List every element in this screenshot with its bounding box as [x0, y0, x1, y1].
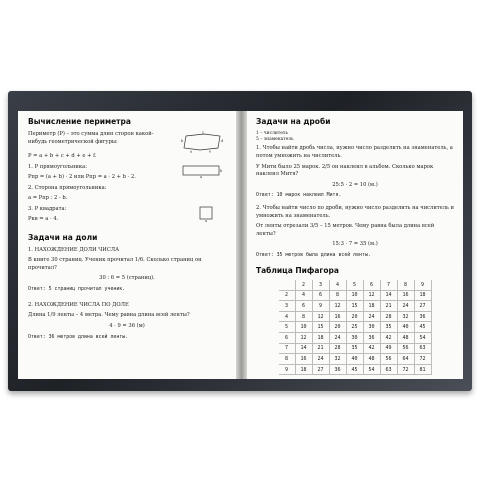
- perimeter-title: Вычисление периметра: [28, 117, 131, 126]
- square-formula: Pкв = a · 4.: [28, 216, 59, 223]
- table-cell: 72: [414, 354, 431, 365]
- table-cell: 3: [279, 301, 296, 312]
- table-cell: 28: [380, 311, 397, 322]
- table-cell: 54: [414, 332, 431, 343]
- table-cell: 48: [397, 332, 414, 343]
- left-page: [18, 111, 236, 379]
- polygon-figure: [180, 131, 226, 153]
- table-cell: 16: [397, 290, 414, 301]
- table-cell: 6: [279, 332, 296, 343]
- table-cell: 18: [312, 332, 329, 343]
- table-cell: 6: [295, 301, 312, 312]
- table-cell: 56: [397, 343, 414, 354]
- perimeter-intro: Периметр (P) – это сумма длин сторон какой-нибудь геометрической фигуры:: [28, 131, 154, 145]
- side-title: 2. Сторона прямоугольника:: [28, 184, 107, 191]
- square-figure: [196, 206, 226, 222]
- table-cell: 8: [329, 290, 346, 301]
- fractions-answer-1: Ответ: 10 марок наклеил Митя.: [256, 192, 342, 199]
- table-cell: 25: [346, 322, 363, 333]
- fractions-solution-1: 25:5 · 2 = 10 (м.): [332, 181, 378, 188]
- fractions-rule-2: 2. Чтобы найти число по дроби, нужно число разделить на числитель и умножить на знаменатель.: [256, 205, 454, 219]
- table-cell: 15: [346, 301, 363, 312]
- table-cell: 16: [329, 311, 346, 322]
- svg-text:e: e: [209, 149, 212, 153]
- table-cell: 24: [312, 354, 329, 365]
- table-cell: 24: [329, 332, 346, 343]
- table-cell: 20: [329, 322, 346, 333]
- share-answer-2: Ответ: 36 метров длина всей ленты.: [28, 333, 129, 340]
- table-cell: 49: [380, 343, 397, 354]
- table-cell: 40: [346, 354, 363, 365]
- table-cell: 24: [363, 311, 380, 322]
- table-cell: 4: [295, 290, 312, 301]
- table-cell: 21: [380, 301, 397, 312]
- share-task-1: В книге 30 страниц. Ученик прочитал 1/6. Сколько страниц он прочитал?: [28, 257, 202, 271]
- svg-text:a: a: [200, 174, 203, 178]
- table-cell: 5: [346, 280, 363, 290]
- table-cell: 12: [329, 301, 346, 312]
- fractions-rule-1: 1. Чтобы найти дробь числа, нужно число разделить на знаменатель, а потом умножить на числитель.: [256, 145, 453, 159]
- pythagoras-title: Таблица Пифагора: [256, 265, 339, 275]
- table-cell: 40: [397, 322, 414, 333]
- table-cell: 6: [363, 280, 380, 290]
- svg-text:a: a: [205, 218, 208, 222]
- share-solution-1: 30 : 6 = 5 (страниц).: [99, 275, 155, 282]
- share-heading-2: 2. НАХОЖДЕНИЕ ЧИСЛА ПО ДОЛЕ: [28, 301, 129, 308]
- table-cell: 32: [397, 311, 414, 322]
- svg-text:c: c: [202, 131, 204, 135]
- table-cell: 16: [295, 354, 312, 365]
- table-cell: 8: [295, 311, 312, 322]
- svg-text:a: a: [190, 149, 193, 153]
- table-row: [279, 343, 432, 354]
- share-title: Задачи на доли: [28, 232, 98, 242]
- table-cell: 56: [380, 354, 397, 365]
- side-formula: a = Pпр : 2 - b.: [28, 195, 68, 202]
- table-cell: 7: [279, 343, 296, 354]
- table-cell: 18: [414, 290, 431, 301]
- table-cell: 42: [380, 332, 397, 343]
- fractions-task-2: От ленты отрезали 3/5 – 15 метров. Чему равна была длина всей ленты?: [256, 223, 435, 237]
- table-cell: 18: [295, 364, 312, 375]
- fractions-task-1: У Мити было 25 марок. 2/5 он наклеил в альбом. Сколько марок наклеил Митя?: [256, 163, 434, 178]
- table-cell: 14: [380, 290, 397, 301]
- table-cell: 48: [363, 354, 380, 365]
- table-cell: 7: [380, 280, 397, 290]
- svg-text:b: b: [220, 168, 223, 173]
- book-spine: [236, 111, 247, 379]
- table-cell: 63: [380, 364, 397, 375]
- svg-text:d: d: [221, 139, 224, 143]
- table-cell: 27: [414, 301, 431, 312]
- table-cell: 36: [329, 364, 346, 375]
- table-cell: 32: [329, 354, 346, 365]
- rect-formula: Pпр = (a + b) · 2 или Pпр = a · 2 + b · 2.: [28, 174, 136, 181]
- share-solution-2: 4 · 9 = 36 (м): [109, 323, 145, 330]
- table-cell: 2: [279, 290, 296, 301]
- fractions-answer-2: Ответ: 35 метров была длина всей ленты.: [256, 251, 371, 258]
- share-task-2: Длина 1/9 ленты – 4 метра. Чему равна длина всей ленты?: [28, 312, 190, 319]
- denominator-note: 5 – знаменатель: [256, 136, 294, 142]
- table-cell: 81: [414, 364, 431, 375]
- numerator-note: 1 – числитель: [256, 131, 288, 136]
- fractions-solution-2: 15:3 · 7 = 35 (м.): [332, 241, 378, 248]
- table-row: [279, 280, 432, 290]
- table-row: [279, 301, 432, 312]
- perimeter-formula: P = a + b + c + d + e + f.: [28, 153, 97, 159]
- table-cell: 64: [397, 354, 414, 365]
- table-cell: 3: [312, 280, 329, 290]
- table-cell: 8: [279, 354, 296, 365]
- table-cell: 6: [312, 290, 329, 301]
- table-cell: 28: [329, 343, 346, 354]
- table-row: [279, 364, 432, 375]
- table-cell: 9: [279, 364, 296, 375]
- fractions-title: Задачи на дроби: [256, 117, 331, 126]
- table-cell: 5: [279, 322, 296, 333]
- table-cell: 36: [414, 311, 431, 322]
- square-row: [28, 206, 226, 227]
- table-cell: 20: [346, 311, 363, 322]
- table-row: [279, 354, 432, 365]
- table-cell: 27: [312, 364, 329, 375]
- table-cell: 35: [380, 322, 397, 333]
- table-cell: 24: [397, 301, 414, 312]
- table-cell: 8: [397, 280, 414, 290]
- table-cell: 18: [363, 301, 380, 312]
- table-cell: 4: [329, 280, 346, 290]
- table-cell: 12: [295, 332, 312, 343]
- rect-row: [28, 164, 226, 185]
- table-cell: 42: [363, 343, 380, 354]
- table-cell: 9: [414, 280, 431, 290]
- svg-text:b: b: [181, 139, 184, 143]
- right-page: [247, 111, 463, 379]
- share-heading-1: 1. НАХОЖДЕНИЕ ДОЛИ ЧИСЛА: [28, 246, 120, 253]
- table-cell: 21: [312, 343, 329, 354]
- table-cell: 72: [397, 364, 414, 375]
- table-row: [279, 322, 432, 333]
- square-title: 3. P квадрата:: [28, 205, 67, 212]
- share-answer-1: Ответ: 5 страниц прочитал ученик.: [28, 285, 126, 292]
- table-row: [279, 332, 432, 343]
- table-row: [279, 311, 432, 322]
- pythagoras-table: [279, 280, 432, 375]
- table-cell: 12: [312, 311, 329, 322]
- rect-title: 1. P прямоугольника:: [28, 163, 87, 170]
- table-cell: 35: [346, 343, 363, 354]
- table-row: [279, 290, 432, 301]
- table-cell: 63: [414, 343, 431, 354]
- table-cell: 30: [363, 322, 380, 333]
- table-cell: 10: [295, 322, 312, 333]
- rectangle-figure: [180, 164, 226, 178]
- table-cell: 10: [346, 290, 363, 301]
- table-cell: 36: [363, 332, 380, 343]
- table-cell: 45: [414, 322, 431, 333]
- table-cell: 30: [346, 332, 363, 343]
- table-cell: 9: [312, 301, 329, 312]
- table-cell: 45: [346, 364, 363, 375]
- table-cell: 14: [295, 343, 312, 354]
- table-cell: 54: [363, 364, 380, 375]
- table-cell: 15: [312, 322, 329, 333]
- table-cell: [279, 280, 296, 290]
- table-cell: 12: [363, 290, 380, 301]
- perimeter-intro-row: [28, 131, 226, 153]
- table-cell: 4: [279, 311, 296, 322]
- table-cell: 2: [295, 280, 312, 290]
